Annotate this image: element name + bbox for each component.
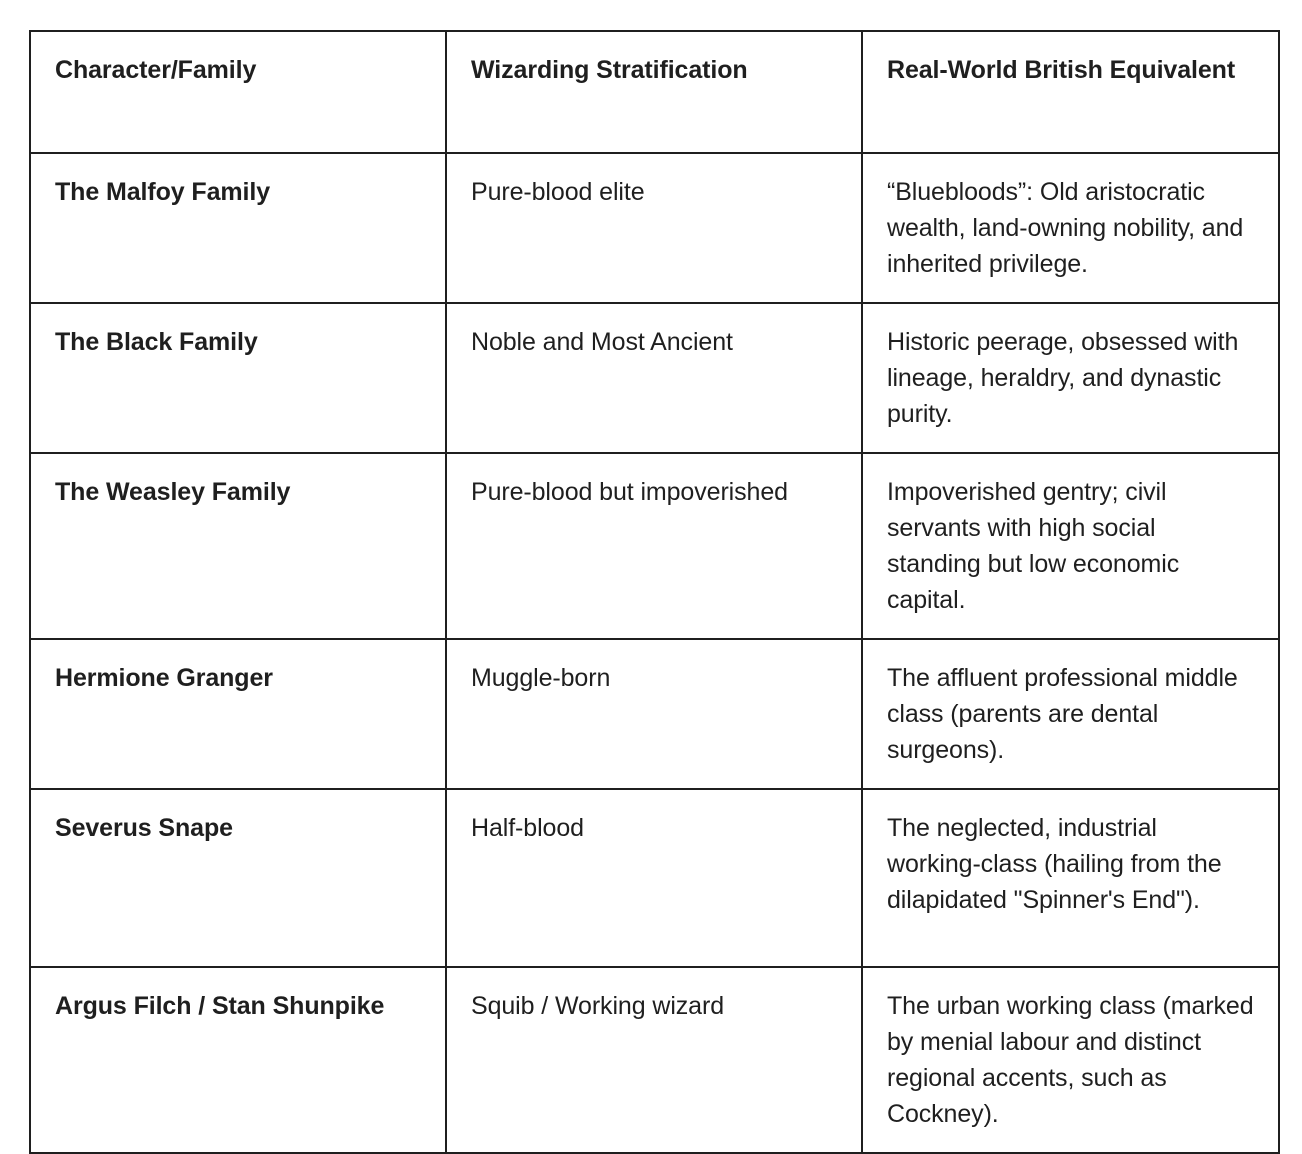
equivalent-cell: The neglected, industrial working-class (hailing from the dilapidated "Spinner's End"). bbox=[862, 789, 1279, 967]
equivalent-cell: Impoverished gentry; civil servants with high social standing but low economic capital. bbox=[862, 453, 1279, 639]
table-row bbox=[30, 303, 1279, 453]
stratification-cell: Half-blood bbox=[446, 789, 862, 967]
character-cell: The Black Family bbox=[30, 303, 446, 453]
equivalent-cell: The affluent professional middle class (parents are dental surgeons). bbox=[862, 639, 1279, 789]
equivalent-cell: “Bluebloods”: Old aristocratic wealth, land-owning nobility, and inherited privilege. bbox=[862, 153, 1279, 303]
character-cell: Hermione Granger bbox=[30, 639, 446, 789]
character-cell: The Malfoy Family bbox=[30, 153, 446, 303]
character-cell: The Weasley Family bbox=[30, 453, 446, 639]
table-row bbox=[30, 639, 1279, 789]
table-row bbox=[30, 789, 1279, 967]
stratification-cell: Muggle-born bbox=[446, 639, 862, 789]
table-header-row bbox=[30, 31, 1279, 153]
character-cell: Argus Filch / Stan Shunpike bbox=[30, 967, 446, 1153]
table-row bbox=[30, 967, 1279, 1153]
stratification-cell: Pure-blood elite bbox=[446, 153, 862, 303]
header-real-world-equivalent: Real-World British Equivalent bbox=[862, 31, 1279, 153]
header-wizarding-stratification: Wizarding Stratification bbox=[446, 31, 862, 153]
character-cell: Severus Snape bbox=[30, 789, 446, 967]
equivalent-cell: Historic peerage, obsessed with lineage, heraldry, and dynastic purity. bbox=[862, 303, 1279, 453]
header-character-family: Character/Family bbox=[30, 31, 446, 153]
table-row bbox=[30, 453, 1279, 639]
equivalent-cell: The urban working class (marked by menial labour and distinct regional accents, such as Cockney). bbox=[862, 967, 1279, 1153]
stratification-cell: Noble and Most Ancient bbox=[446, 303, 862, 453]
stratification-cell: Squib / Working wizard bbox=[446, 967, 862, 1153]
table-row bbox=[30, 153, 1279, 303]
stratification-cell: Pure-blood but impoverished bbox=[446, 453, 862, 639]
social-class-table bbox=[29, 30, 1280, 1154]
